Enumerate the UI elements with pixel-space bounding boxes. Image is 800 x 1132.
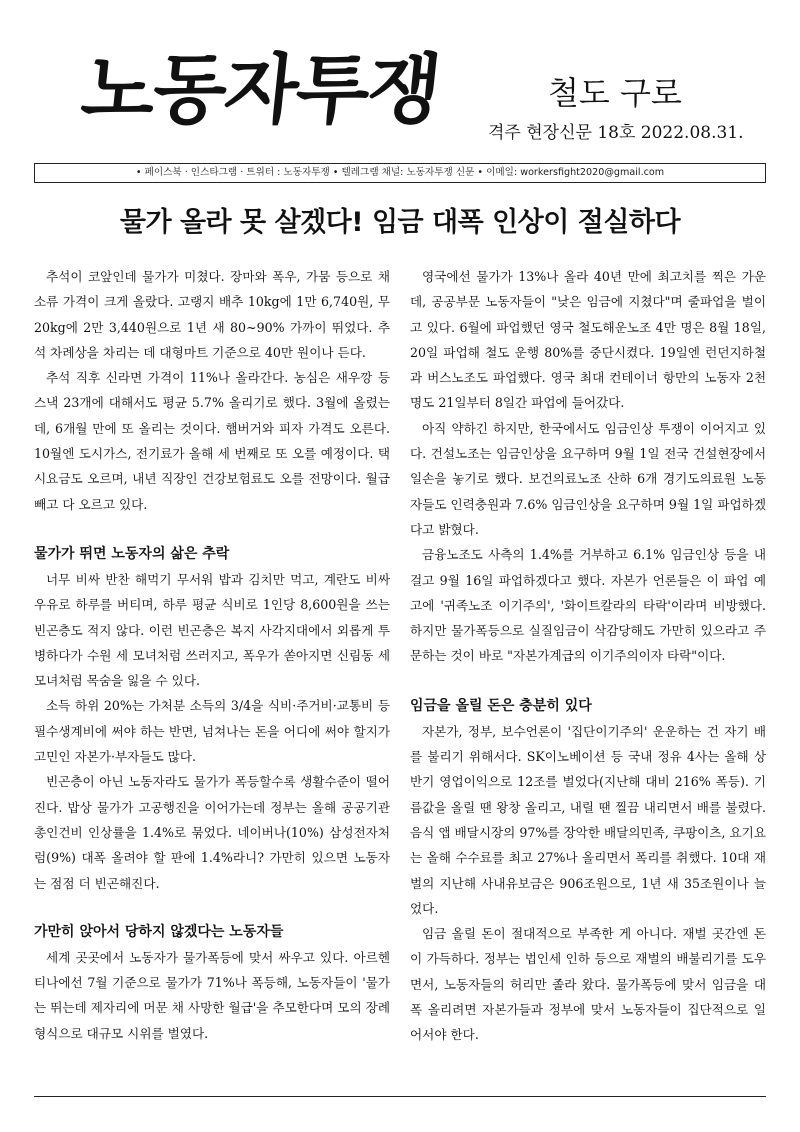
section-heading: 물가가 뛰면 노동자의 삶은 추락 [34,545,230,562]
paragraph: 아직 약하긴 하지만, 한국에서도 임금인상 투쟁이 이어지고 있다. 건설노조는 임금인상을 요구하며 9월 1일 전국 건설현장에서 일손을 놓기로 했다. 보건의료노조 산하 6개 경기도의료원 노동자들도 인력충원과 7.6% 임금인상을 요구하며 9월 1일 파업하겠다고 밝혔다. [410,420,766,537]
paragraph: 금융노조도 사측의 1.4%를 거부하고 6.1% 임금인상 등을 내걸고 9월 16일 파업하겠다고 했다. 자본가 언론들은 이 파업 예고에 '귀족노조 이기주의', '화이트칼라의 타락'이라며 비방했다. 하지만 물가폭등으로 실질임금이 삭감당해도 가만히 있으라고 주문하는 것이 바로 "자본가계급의 이기주의이자 타락"이다. [410,547,766,664]
left-column [34,264,390,1046]
headline: 물가 올라 못 살겠다! 임금 대폭 인상이 절실하다 [119,207,681,238]
right-column [410,264,766,1048]
bottom-rule [34,1096,766,1097]
issue-line: 격주 현장신문 18호 2022.08.31. [488,123,744,143]
paragraph: 추석이 코앞인데 물가가 미쳤다. 장마와 폭우, 가뭄 등으로 채소류 가격이 크게 올랐다. 고랭지 배추 10kg에 1만 6,740원, 무 20kg에 2만 3,440원으로 1년 새 80~90% 가까이 뛰었다. 추석 차례상을 차리는 데 대형마트 기준으로 40만 원이나 든다. [34,269,390,360]
section-heading: 임금을 올릴 돈은 충분히 있다 [410,697,592,714]
paragraph: 임금 올릴 돈이 절대적으로 부족한 게 아니다. 재벌 곳간엔 돈이 가득하다. 정부는 법인세 인하 등으로 재벌의 배불리기를 도우면서, 노동자들의 허리만 졸라 왔다. 물가폭등에 맞서 임금을 대폭 올리려면 자본가들과 정부에 맞서 노동자들이 집단적으로 일어서야 한다. [410,926,766,1043]
paragraph: 추석 직후 신라면 가격이 11%나 올라간다. 농심은 새우깡 등 스낵 23개에 대해서도 평균 5.7% 올리기로 했다. 3월에 올렸는데, 6개월 만에 또 올리는 것이다. 햄버거와 피자 가격도 오른다. 10월엔 도시가스, 전기료가 올해 세 번째로 또 오를 예정이다. 택시요금도 오르며, 내년 직장인 건강보험료도 오를 전망이다. 월급 빼고 다 오르고 있다. [34,370,390,512]
paragraph: 소득 하위 20%는 가처분 소득의 3/4을 식비·주거비·교통비 등 필수생계비에 써야 하는 반면, 넘쳐나는 돈을 어디에 써야 할지가 고민인 자본가·부자들도 많다. [34,698,390,765]
paragraph: 빈곤층이 아닌 노동자라도 물가가 폭등할수록 생활수준이 떨어진다. 밥상 물가가 고공행진을 이어가는데 정부는 올해 공공기관 총인건비 인상률을 1.4%로 묶었다. 네이버나(10%) 삼성전자처럼(9%) 대폭 올려야 할 판에 1.4%라니? 가만히 있으면 노동자는 점점 더 빈곤해진다. [34,774,390,891]
paragraph: 너무 비싸 반찬 해먹기 무서워 밥과 김치만 먹고, 계란도 비싸 우유로 하루를 버티며, 하루 평균 식비로 1인당 8,600원을 쓰는 빈곤층도 적지 않다. 이런 빈곤층은 복지 사각지대에서 외롭게 투병하다가 수원 세 모녀처럼 쓰러지고, 폭우가 쏟아지면 신림동 세 모녀처럼 목숨을 잃을 수 있다. [34,571,390,689]
paragraph: 영국에선 물가가 13%나 올라 40년 만에 최고치를 찍은 가운데, 공공부문 노동자들이 "낮은 임금에 지쳤다"며 줄파업을 벌이고 있다. 6월에 파업했던 영국 철도해운노조 4만 명은 8월 18일, 20일 파업해 철도 운행 80%를 중단시켰다. 19일엔 런던지하철과 버스노조도 파업했다. 영국 최대 컨테이너 항만의 노동자 2천명도 21일부터 8일간 파업에 들어갔다. [410,269,766,411]
paragraph: 세계 곳곳에서 노동자가 물가폭등에 맞서 싸우고 있다. 아르헨티나에선 7월 기준으로 물가가 71%나 폭등해, 노동자들이 '물가는 뛰는데 제자리에 머문 채 사망한 월급'을 추모한다며 모의 장례 형식으로 대규모 시위를 벌였다. [34,949,390,1041]
paragraph: 자본가, 정부, 보수언론이 '집단이기주의' 운운하는 건 자기 배를 불리기 위해서다. SK이노베이션 등 국내 정유 4사는 올해 상반기 영업이익으로 12조를 벌었다(지난해 대비 216% 폭등). 기름값을 올릴 땐 왕창 올리고, 내릴 땐 찔끔 내리면서 배를 불렸다. 음식 앱 배달시장의 97%를 장악한 배달의민족, 쿠팡이츠, 요기요는 올해 수수료를 최고 27%나 올리면서 폭리를 취했다. 10대 재벌의 지난해 사내유보금은 906조원으로, 1년 새 35조원이나 늘었다. [410,723,766,916]
contact-bar: • 페이스북 · 인스타그램 · 트위터 : 노동자투쟁 • 텔레그램 채널: 노동자투쟁 신문 • 이메일: workersfight2020@gmail.com [34,163,766,183]
region-label: 철도 구로 [548,74,682,112]
section-heading: 가만히 앉아서 당하지 않겠다는 노동자들 [34,923,284,940]
masthead-title: 노동자투쟁 [77,45,444,134]
